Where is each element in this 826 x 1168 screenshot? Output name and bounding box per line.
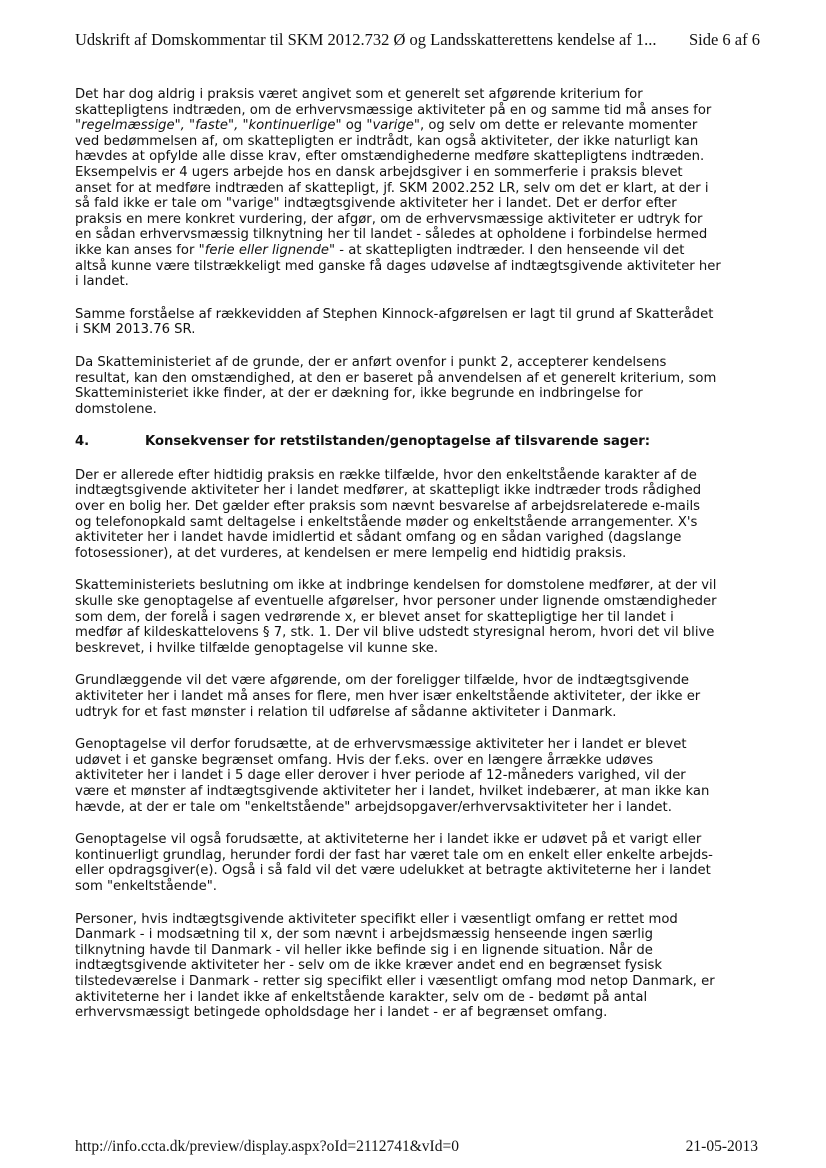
italic-text: "regelmæssige", "faste", "kontinuerlige" xyxy=(75,118,342,134)
text-segment: skattepligtens indtræden, om de erhvervsmæssige aktiviteter på en og samme tid må anses for xyxy=(75,102,712,118)
text-line xyxy=(75,800,765,816)
text-line xyxy=(75,118,765,134)
text-segment: ved bedømmelsen af, om skattepligten er indtrådt, kan også aktiviteter, der ikke naturligt kan xyxy=(75,133,699,149)
text-line xyxy=(75,610,765,626)
text-line xyxy=(75,848,765,864)
text-line xyxy=(75,259,765,275)
text-segment: over en bolig her. Det gælder efter praksis som nævnt besvarelse af arbejdsrelaterede e-mails xyxy=(75,499,701,515)
text-segment: Personer, hvis indtægtsgivende aktiviteter specifikt eller i væsentligt omfang er rettet mod xyxy=(75,911,678,927)
text-segment: i landet. xyxy=(75,274,129,290)
text-segment: udøvet i et ganske begrænset omfang. Hvis der f.eks. over en længere årrække udøves xyxy=(75,752,654,768)
text-line xyxy=(75,483,765,499)
text-segment: Eksempelvis er 4 ugers arbejde hos en dansk arbejdsgiver i en sommerferie i praksis blevet xyxy=(75,164,683,180)
text-line xyxy=(75,594,765,610)
section-number: 4. xyxy=(75,434,90,450)
text-segment: Da Skatteministeriet af de grunde, der er anført ovenfor i punkt 2, accepterer kendelsens xyxy=(75,354,667,370)
text-line xyxy=(75,103,765,119)
text-segment: medfør af kildeskattelovens § 7, stk. 1. Der vil blive udstedt styresignal herom, hvori det vil blive xyxy=(75,625,715,641)
text-line xyxy=(75,196,765,212)
text-line xyxy=(75,990,765,1006)
text-segment: så fald ikke er tale om "varige" indtægtsgivende aktiviteter her i landet. Det er derfor efter xyxy=(75,196,677,212)
section-paragraphs xyxy=(75,468,765,1021)
print-header xyxy=(75,30,760,52)
text-line xyxy=(75,322,765,338)
paragraph xyxy=(75,468,765,562)
page-url: http://info.ccta.dk/preview/display.aspx?oId=2112741&vId=0 xyxy=(75,1138,459,1155)
text-segment: Genoptagelse vil derfor forudsætte, at de erhvervsmæssige aktiviteter her i landet er blevet xyxy=(75,737,687,753)
text-line xyxy=(75,134,765,150)
text-segment: Genoptagelse vil også forudsætte, at aktiviteterne her i landet ikke er udøvet på et varigt eller xyxy=(75,832,702,848)
text-line xyxy=(75,689,765,705)
italic-text: "varige" xyxy=(366,118,420,134)
text-line xyxy=(75,784,765,800)
text-line xyxy=(75,625,765,641)
document-title: Udskrift af Domskommentar til SKM 2012.732 Ø og Landsskatterettens kendelse af 1... xyxy=(75,30,657,49)
text-line xyxy=(75,641,765,657)
text-segment: som "enkeltstående". xyxy=(75,878,217,894)
text-line xyxy=(75,705,765,721)
text-segment: Skatteministeriets beslutning om ikke at indbringe kendelsen for domstolene medfører, at der vil xyxy=(75,578,717,594)
text-segment: aktiviteter her i landet må anses for flere, men hver især enkeltstående aktiviteter, der ikke er xyxy=(75,689,701,704)
text-segment: domstolene. xyxy=(75,401,157,417)
text-line xyxy=(75,212,765,228)
text-segment: Samme forståelse af rækkevidden af Stephen Kinnock-afgørelsen er lagt til grund af Skatterådet xyxy=(75,306,714,322)
text-segment: en sådan erhvervsmæssig tilknytning her til landet - således at opholdene i forbindelse hermed xyxy=(75,227,708,243)
text-line xyxy=(75,737,765,753)
text-line xyxy=(75,530,765,546)
italic-text: "ferie eller lignende" xyxy=(198,242,336,258)
text-segment: hævde, at der er tale om "enkeltstående" arbejdsopgaver/erhvervsaktiviteter her i landet. xyxy=(75,799,672,815)
text-line xyxy=(75,515,765,531)
text-segment: Skatteministeriet ikke finder, at der er dækning for, ikke begrunde en indbringelse for xyxy=(75,386,643,402)
text-segment: skulle ske genoptagelse af eventuelle afgørelser, hvor personer under lignende omstændigheder xyxy=(75,594,717,610)
text-segment: eller opdragsgiver(e). Også i så fald vil det være udelukket at betragte aktiviteterne her i landet xyxy=(75,863,711,879)
text-line xyxy=(75,673,765,689)
text-line xyxy=(75,274,765,290)
text-line xyxy=(75,165,765,181)
text-line xyxy=(75,402,765,418)
text-line xyxy=(75,546,765,562)
text-segment: hævdes at opfylde alle disse krav, efter omstændighederne medføre skattepligtens indtræden. xyxy=(75,149,705,165)
text-segment: tilknytning havde til Danmark - vil heller ikke befinde sig i en lignende situation. Når de xyxy=(75,942,653,958)
section-title: Konsekvenser for retstilstanden/genoptagelse af tilsvarende sager: xyxy=(145,434,651,450)
text-segment: resultat, kan den omstændighed, at den er baseret på anvendelsen af et generelt kriterium, som xyxy=(75,370,717,386)
text-line xyxy=(75,468,765,484)
text-line xyxy=(75,355,765,371)
text-segment: i SKM 2013.76 SR. xyxy=(75,322,196,338)
text-segment: Der er allerede efter hidtidig praksis en række tilfælde, hvor den enkeltstående karakter af de xyxy=(75,467,697,483)
text-segment: indtægtsgivende aktiviteter her - selv om de ikke kræver andet end en begrænset fysisk xyxy=(75,958,663,974)
text-line xyxy=(75,863,765,879)
text-segment: fotosessioner), at det vurderes, at kendelsen er mere lempelig end hidtidig praksis. xyxy=(75,545,627,561)
text-segment: kontinuerligt grundlag, herunder fordi der fast har været tale om en enkelt eller enkelte arbejds- xyxy=(75,847,713,863)
text-line xyxy=(75,371,765,387)
paragraph xyxy=(75,673,765,720)
text-line xyxy=(75,943,765,959)
paragraph xyxy=(75,355,765,417)
paragraph xyxy=(75,912,765,1021)
text-segment: være et mønster af indtægtsgivende aktiviteter her i landet, hvilket indebærer, at man ikke kan xyxy=(75,783,710,799)
text-line xyxy=(75,927,765,943)
text-line xyxy=(75,578,765,594)
text-line xyxy=(75,149,765,165)
text-segment: erhvervsmæssigt betingede opholdsdage her i landet - er af begrænset omfang. xyxy=(75,1005,608,1021)
text-segment: udtryk for et fast mønster i relation til udførelse af sådanne aktiviteter i Danmark. xyxy=(75,704,617,720)
text-segment: og telefonopkald samt deltagelse i enkeltstående møder og enkeltstående arrangementer. X's xyxy=(75,514,698,530)
text-segment: , og selv om dette er relevante momenter xyxy=(419,118,698,134)
text-segment: Det har dog aldrig i praksis været angivet som et generelt set afgørende kriterium for xyxy=(75,87,643,102)
paragraph xyxy=(75,737,765,815)
print-date: 21-05-2013 xyxy=(685,1138,758,1155)
text-line xyxy=(75,768,765,784)
text-segment: praksis en mere konkret vurdering, der afgør, om de erhvervsmæssige aktiviteter er udtryk for xyxy=(75,211,703,227)
paragraph xyxy=(75,307,765,338)
text-segment: og xyxy=(341,118,367,134)
text-segment: Grundlæggende vil det være afgørende, om der foreligger tilfælde, hvor de indtægtsgivende xyxy=(75,673,690,689)
intro-paragraphs xyxy=(75,87,765,417)
text-segment: beskrevet, i hvilke tilfælde genoptagelse vil kunne ske. xyxy=(75,640,439,656)
text-line xyxy=(75,227,765,243)
text-segment: anset for at medføre indtræden af skattepligt, jf. SKM 2002.252 LR, selv om det er klart, at der i xyxy=(75,180,709,196)
text-segment: ikke kan anses for xyxy=(75,242,199,258)
text-line xyxy=(75,912,765,928)
text-segment: aktiviteter her i landet havde imidlertid et sådant omfang og en sådan varighed (dagslange xyxy=(75,530,682,546)
text-line xyxy=(75,499,765,515)
text-segment: som dem, der forelå i sagen vedrørende x, er blevet anset for skattepligtige her til landet i xyxy=(75,609,674,625)
text-line xyxy=(75,958,765,974)
text-line xyxy=(75,879,765,895)
text-line xyxy=(75,753,765,769)
paragraph xyxy=(75,87,765,290)
text-line xyxy=(75,974,765,990)
text-segment: tilstedeværelse i Danmark - retter sig specifikt eller i væsentligt omfang mod netop Danmark, er xyxy=(75,973,715,989)
document-body xyxy=(75,87,765,1038)
paragraph xyxy=(75,832,765,894)
text-segment: indtægtsgivende aktiviteter her i landet medfører, at skattepligt ikke indtræder trods rådighed xyxy=(75,483,702,499)
text-segment: Danmark - i modsætning til x, der som nævnt i arbejdsmæssig henseende ingen særlig xyxy=(75,927,654,943)
text-segment: aktiviteterne her i landet ikke af enkeltstående karakter, selv om de - bedømt på antal xyxy=(75,989,648,1005)
print-footer xyxy=(75,1138,758,1160)
paragraph xyxy=(75,578,765,656)
text-line xyxy=(75,181,765,197)
page-number: Side 6 af 6 xyxy=(688,30,760,49)
section-heading xyxy=(75,434,765,450)
text-line xyxy=(75,307,765,323)
text-segment: aktiviteter her i landet i 5 dage eller derover i hver periode af 12-måneders varighed, vil der xyxy=(75,768,686,784)
text-line xyxy=(75,832,765,848)
text-line xyxy=(75,243,765,259)
text-segment: - at skattepligten indtræder. I den henseende vil det xyxy=(335,242,685,258)
text-line xyxy=(75,87,765,103)
text-line xyxy=(75,386,765,402)
text-line xyxy=(75,1005,765,1021)
text-segment: altså kunne være tilstrækkeligt med ganske få dages udøvelse af indtægtsgivende aktiviteter her xyxy=(75,258,721,274)
